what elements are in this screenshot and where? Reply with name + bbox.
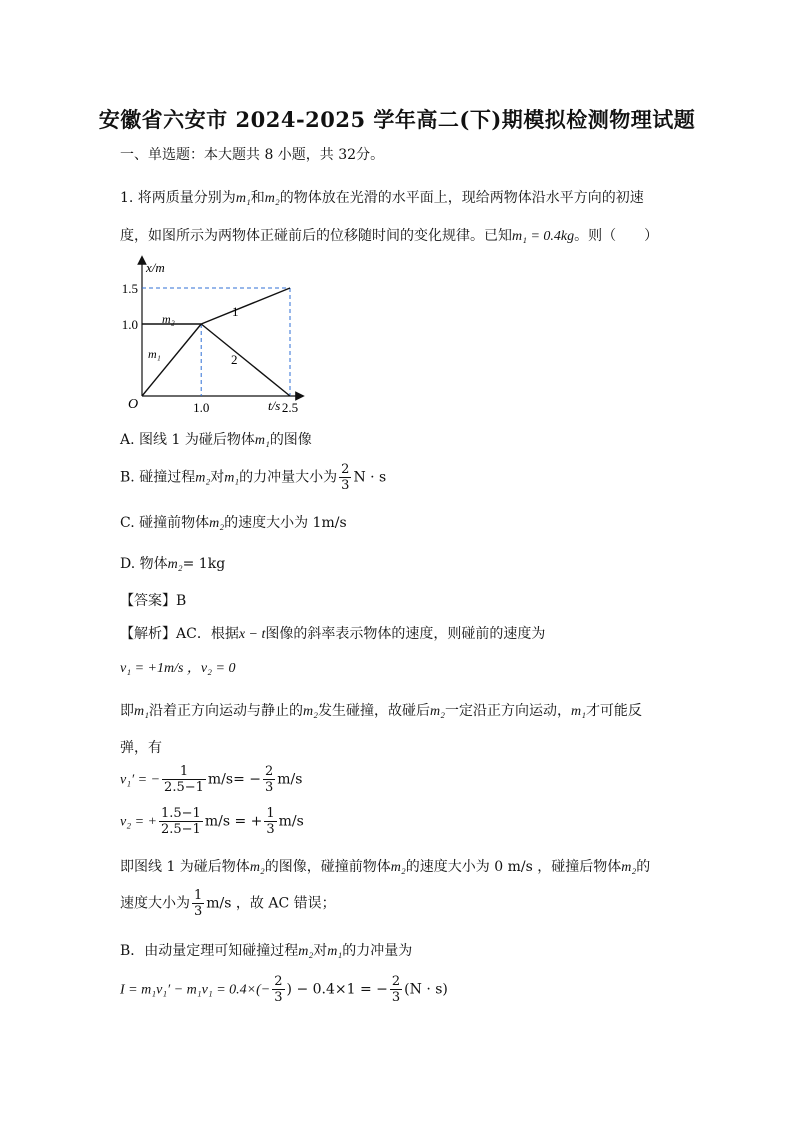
y-tick-label-1: 1.0 bbox=[121, 317, 138, 332]
equation-impulse: I = m₁v₁′ − m₁v₁ = 0.4×(− $\frac{2}{3}$ ) − 0.4×1 = − $\frac{2}{3}$ (N · s) bbox=[120, 974, 448, 1005]
x-t-chart bbox=[110, 252, 310, 422]
equation-v1-prime: v₁′ = − $\frac{1}{2.5-1}$ m/s= − $\frac{2}{3}$ m/s bbox=[120, 764, 303, 795]
option-d[interactable]: D. 物体m₂= 1kg bbox=[120, 556, 226, 572]
option-a[interactable]: A. 图线 1 为碰后物体m₁的图像 bbox=[120, 432, 312, 448]
x-axis-label: t/s bbox=[268, 398, 281, 413]
x-tick-label-1: 1.0 bbox=[193, 400, 210, 415]
series-label-m1: m₁ bbox=[148, 347, 161, 361]
fraction: $\frac{2}{3}$ bbox=[341, 462, 350, 493]
analysis-para-4: 速度大小为 $\frac{1}{3}$ m/s ，故 AC 错误； bbox=[120, 888, 336, 919]
series-label-2: 2 bbox=[231, 352, 238, 367]
option-b[interactable]: B. 碰撞过程m₂对m₁的力冲量大小为 $\frac{2}{3}$ N · s bbox=[120, 462, 387, 493]
x-tick-label-2: 2.5 bbox=[281, 400, 299, 415]
m2-symbol: m₂ bbox=[264, 191, 280, 206]
origin-label: O bbox=[128, 397, 139, 412]
analysis-para-5: B．由动量定理可知碰撞过程m₂对m₁的力冲量为 bbox=[120, 943, 413, 959]
series-line-4 bbox=[201, 324, 290, 396]
question-stem-line2: 度，如图所示为两物体正碰前后的位移随时间的变化规律。已知m₁ = 0.4kg。则（ ） bbox=[120, 228, 659, 244]
m1-symbol: m₁ bbox=[235, 191, 251, 206]
series-label-1: 1 bbox=[232, 304, 239, 319]
equation-v2: v₂ = + $\frac{1.5-1}{2.5-1}$ m/s = + $\frac{1}{3}$ m/s bbox=[120, 806, 304, 837]
analysis-para-2: 弹，有 bbox=[120, 740, 162, 756]
series-label-m2: m₂ bbox=[162, 312, 175, 326]
y-axis-label: x/m bbox=[146, 260, 165, 275]
option-c[interactable]: C. 碰撞前物体m₂的速度大小为 1m/s bbox=[120, 515, 347, 531]
analysis-para-1: 即m₁沿着正方向运动与静止的m₂发生碰撞，故碰后m₂一定沿正方向运动，m₁才可能反 bbox=[120, 703, 642, 719]
m1-value: m₁ = 0.4kg bbox=[512, 229, 575, 244]
y-tick-label-2: 1.5 bbox=[121, 281, 138, 296]
series-line-3 bbox=[201, 288, 290, 324]
section-header: 一、单选题：本大题共 8 小题，共 32分。 bbox=[120, 147, 385, 163]
analysis-para-3: 即图线 1 为碰后物体m₂的图像，碰撞前物体m₂的速度大小为 0 m/s ，碰撞后物体m₂的 bbox=[120, 859, 651, 875]
velocity-line: v₁ = +1m/s ，v₂ = 0 bbox=[120, 661, 236, 676]
question-stem-line1: 1. 将两质量分别为m₁和m₂的物体放在光滑的水平面上，现给两物体沿水平方向的初速 bbox=[120, 190, 644, 206]
page-title: 安徽省六安市 2024-2025 学年高二(下)期模拟检测物理试题 bbox=[98, 107, 696, 132]
analysis-head: 【解析】AC．根据x − t图像的斜率表示物体的速度，则碰前的速度为 bbox=[120, 626, 546, 642]
answer: 【答案】B bbox=[120, 593, 187, 609]
